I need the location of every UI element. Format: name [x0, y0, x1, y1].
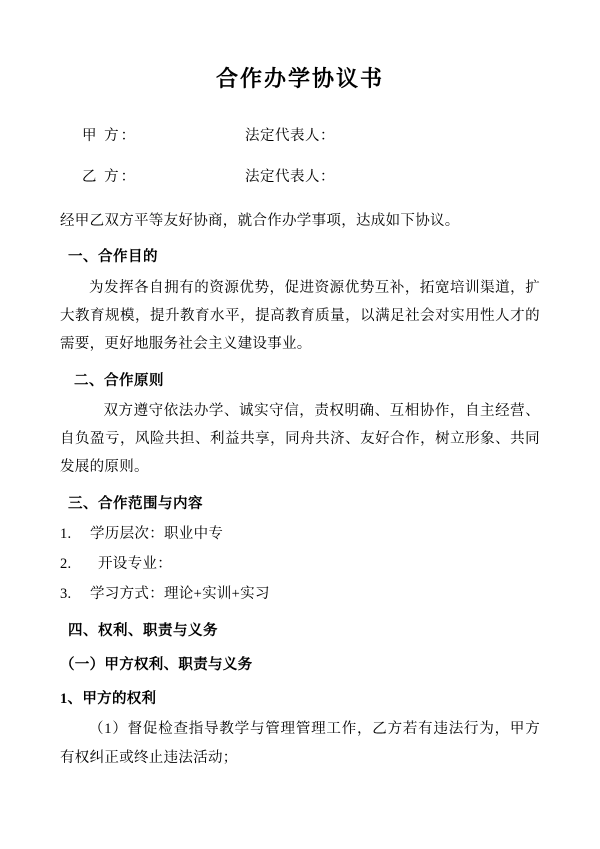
list-item-text: 学历层次：职业中专 [90, 525, 224, 542]
section-1-paragraph: 为发挥各自拥有的资源优势，促进资源优势互补，拓宽培训渠道，扩大教育规模，提升教育水平，提高教育质量，以满足社会对实用性人才的需要，更好地服务社会主义建设事业。 [60, 279, 540, 353]
section-2-paragraph: 双方遵守依法办学、诚实守信，责权明确、互相协作，自主经营、自负盈亏，风险共担、利益共享，同舟共济、友好合作，树立形象、共同发展的原则。 [60, 402, 540, 476]
page-title: 合作办学协议书 [215, 66, 384, 91]
list-item-number: 2. [60, 556, 72, 573]
party-representative-jia: 法定代表人： [245, 127, 335, 144]
list-item-text: 学习方式：理论+实训+实习 [90, 586, 270, 603]
list-item [60, 580, 540, 608]
list-item-text: 开设专业： [98, 556, 172, 573]
section-heading-3: 三、合作范围与内容 [68, 495, 203, 512]
party-row-jia [60, 125, 540, 148]
section-4-subheading-1: （一）甲方权利、职责与义务 [60, 656, 253, 673]
list-item [60, 520, 540, 548]
list-item [60, 550, 540, 578]
section-4-subheading-2: 1、甲方的权利 [60, 691, 157, 708]
list-item-number: 3. [60, 586, 72, 603]
section-4-paragraph: （1）督促检查指导教学与管理管理工作，乙方若有违法行为，甲方有权纠正或终止违法活动； [60, 721, 540, 766]
section-heading-2: 二、合作原则 [74, 372, 164, 389]
section-heading-1: 一、合作目的 [68, 249, 158, 266]
party-row-yi [60, 166, 540, 189]
list-item-number: 1. [60, 525, 72, 542]
party-label-jia: 甲 方： [82, 127, 138, 144]
preamble-text: 经甲乙双方平等友好协商，就合作办学事项，达成如下协议。 [60, 213, 460, 230]
party-representative-yi: 法定代表人： [245, 168, 335, 185]
party-label-yi: 乙 方： [82, 168, 138, 185]
section-heading-4: 四、权利、职责与义务 [68, 622, 218, 639]
